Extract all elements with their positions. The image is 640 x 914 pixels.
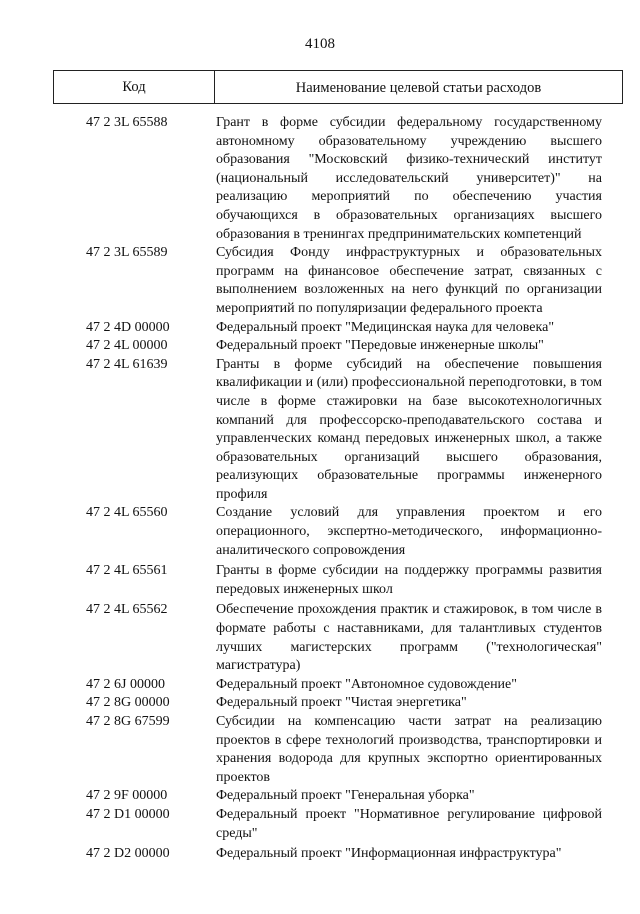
- table-row: [0, 244, 640, 318]
- row-code: 47 2 4L 65560: [86, 505, 168, 521]
- table-row: [0, 845, 640, 864]
- row-name: Создание условий для управления проектом и его операционного, экспертно-методического, информационно-аналитического сопровождения: [216, 505, 602, 558]
- row-code: 47 2 6J 00000: [86, 676, 165, 692]
- row-code: 47 2 4D 00000: [86, 319, 170, 335]
- table-row: [0, 504, 640, 560]
- header-code: Код: [54, 71, 215, 103]
- row-name: Федеральный проект "Генеральная уборка": [216, 788, 475, 804]
- row-name: Федеральный проект "Передовые инженерные школы": [216, 338, 544, 354]
- table-body: [0, 114, 640, 864]
- row-name: Субсидии на компенсацию части затрат на реализацию проектов в сфере технологий производства, транспортировки и хранения водорода для крупных экспортно ориентированных проектов: [216, 714, 602, 785]
- page-number: 4108: [305, 36, 335, 52]
- table-row: [0, 319, 640, 338]
- table-row: [0, 601, 640, 675]
- row-name: Обеспечение прохождения практик и стажировок, в том числе в формате работы с наставниками, для талантливых студентов лучших магистерских программ ("технологическая" магистратура): [216, 602, 602, 674]
- row-name: Гранты в форме субсидий на обеспечение повышения квалификации и (или) профессиональной переподготовки, в том числе в форме стажировки на базе высокотехнологичных компаний для профессорско-преподавательского состава и управленческих команд передовых инженерных школ, а также образовательных организаций высшего образования, реализующих образовательные программы инженерного профиля: [216, 356, 602, 502]
- table-row: [0, 676, 640, 695]
- row-code: 47 2 4L 61639: [86, 356, 168, 372]
- row-code: 47 2 D1 00000: [86, 806, 170, 822]
- row-code: 47 2 4L 65562: [86, 602, 168, 618]
- table-row: [0, 713, 640, 787]
- row-name: Федеральный проект "Информационная инфраструктура": [216, 846, 562, 862]
- table-row: [0, 806, 640, 843]
- row-code: 47 2 8G 00000: [86, 695, 170, 711]
- table-row: [0, 337, 640, 356]
- row-name: Гранты в форме субсидии на поддержку программы развития передовых инженерных школ: [216, 563, 602, 597]
- row-name: Федеральный проект "Медицинская наука для человека": [216, 319, 555, 335]
- row-name: Федеральный проект "Нормативное регулирование цифровой среды": [216, 806, 602, 841]
- table-row: [0, 562, 640, 599]
- table-header: [53, 70, 623, 104]
- row-code: 47 2 D2 00000: [86, 846, 170, 862]
- table-row: [0, 694, 640, 713]
- row-name: Федеральный проект "Автономное судовождение": [216, 676, 517, 692]
- row-name: Грант в форме субсидии федеральному государственному автономному образовательному учреждению высшего образования "Московский физико-технический институт (национальный исследовательский университет)" на реализацию мероприятий по обеспечению участия обучающихся в образовательных организациях высшего образования в тренингах предпринимательских компетенций: [216, 115, 602, 242]
- row-code: 47 2 9F 00000: [86, 788, 168, 804]
- table-row: [0, 114, 640, 244]
- header-name: Наименование целевой статьи расходов: [295, 80, 542, 96]
- row-name: Субсидия Фонду инфраструктурных и образовательных программ на финансовое обеспечение затрат, связанных с выполнением возложенных на него функций по организации мероприятий по популяризации федерального проекта: [216, 245, 602, 316]
- row-code: 47 2 3L 65588: [86, 115, 168, 130]
- table-row: [0, 356, 640, 505]
- table-row: [0, 787, 640, 806]
- row-code: 47 2 4L 65561: [86, 563, 168, 579]
- row-code: 47 2 8G 67599: [86, 714, 170, 729]
- row-code: 47 2 3L 65589: [86, 245, 168, 261]
- row-code: 47 2 4L 00000: [86, 338, 168, 354]
- row-name: Федеральный проект "Чистая энергетика": [216, 695, 467, 711]
